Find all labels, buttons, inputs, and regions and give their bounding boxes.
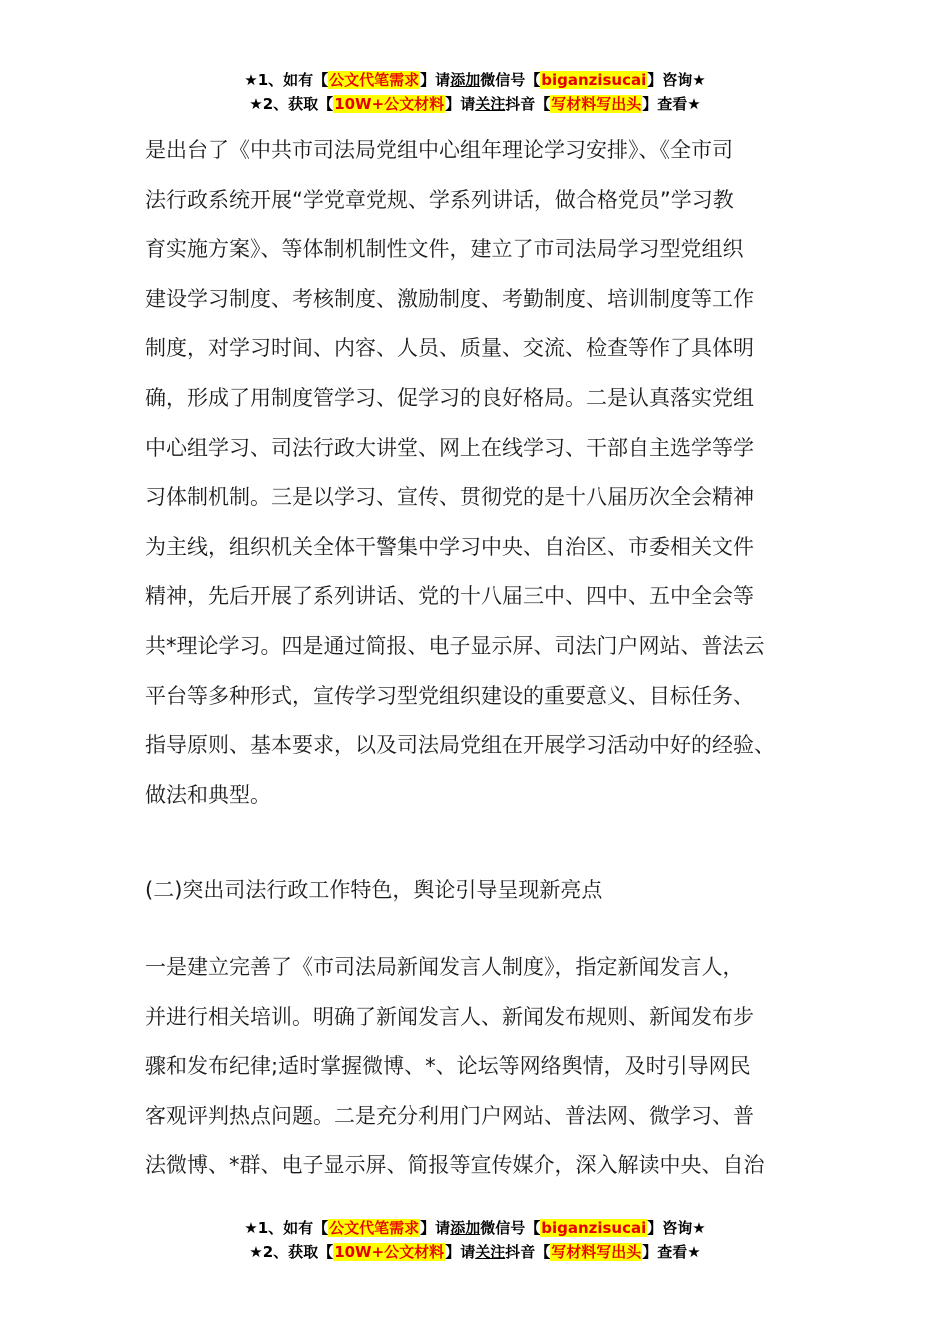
promo-text: 微信号【 — [480, 1219, 541, 1237]
text-line: 一是建立完善了《市司法局新闻发言人制度》，指定新闻发言人， — [145, 955, 744, 979]
text-line: 精神，先后开展了系列讲话、党的十八届三中、四中、五中全会等 — [145, 584, 754, 609]
promo-text: 】请 — [445, 95, 476, 113]
promo-highlight: biganzisucai — [541, 71, 647, 89]
text-line: 法行政系统开展“学党章党规、学系列讲话，做合格党员”学习教 — [145, 187, 734, 212]
body-paragraph-1 — [145, 126, 825, 820]
promo-underline: 添加 — [450, 1219, 481, 1237]
text-line: 建设学习制度、考核制度、激励制度、考勤制度、培训制度等工作 — [145, 286, 754, 311]
promo-underline: 添加 — [450, 71, 481, 89]
promo-text: 】咨询★ — [647, 71, 706, 89]
text-line: 制度，对学习时间、内容、人员、质量、交流、检查等作了具体明 — [145, 336, 754, 361]
promo-text: ★2、获取【 — [249, 1243, 334, 1261]
promo-text: 抖音【 — [505, 1243, 551, 1261]
promo-line-1 — [0, 1216, 950, 1240]
text-line: 骤和发布纪律;适时掌握微博、*、论坛等网络舆情，及时引导网民 — [145, 1054, 751, 1079]
promo-highlight: 10W+公文材料 — [334, 1243, 445, 1261]
promo-underline: 关注 — [475, 1243, 506, 1261]
body-paragraph-2 — [145, 943, 825, 1191]
promo-text: 抖音【 — [505, 95, 551, 113]
promo-line-2 — [0, 1240, 950, 1264]
text-line: 中心组学习、司法行政大讲堂、网上在线学习、干部自主选学等学 — [145, 435, 754, 460]
promo-text: ★2、获取【 — [249, 95, 334, 113]
promo-text: 微信号【 — [480, 71, 541, 89]
promo-highlight: 公文代笔需求 — [329, 71, 420, 89]
text-line: 平台等多种形式，宣传学习型党组织建设的重要意义、目标任务、 — [145, 683, 754, 708]
promo-line-2 — [0, 92, 950, 116]
promo-underline: 关注 — [475, 95, 506, 113]
text-line: 共*理论学习。四是通过简报、电子显示屏、司法门户网站、普法云 — [145, 633, 765, 658]
section-heading: (二)突出司法行政工作特色，舆论引导呈现新亮点 — [145, 878, 603, 902]
promo-text: ★1、如有【 — [244, 1219, 329, 1237]
promo-highlight: 写材料写出头 — [551, 95, 642, 113]
promo-banner-bottom — [0, 1216, 950, 1264]
promo-text: 】查看★ — [642, 95, 701, 113]
text-line: 习体制机制。三是以学习、宣传、贯彻党的是十八届历次全会精神 — [145, 485, 754, 510]
text-line: 客观评判热点问题。二是充分利用门户网站、普法网、微学习、普 — [145, 1103, 754, 1128]
text-line: 确，形成了用制度管学习、促学习的良好格局。二是认真落实党组 — [145, 385, 754, 410]
text-line: 做法和典型。 — [145, 782, 271, 807]
promo-highlight: 写材料写出头 — [551, 1243, 642, 1261]
promo-text: ★1、如有【 — [244, 71, 329, 89]
text-line: 并进行相关培训。明确了新闻发言人、新闻发布规则、新闻发布步 — [145, 1004, 754, 1029]
promo-highlight: 公文代笔需求 — [329, 1219, 420, 1237]
text-line: 是出台了《中共市司法局党组中心组年理论学习安排》、《全市司 — [145, 138, 733, 162]
promo-text: 】请 — [445, 1243, 476, 1261]
promo-highlight: biganzisucai — [541, 1219, 647, 1237]
text-line: 育实施方案》、等体制机制性文件，建立了市司法局学习型党组织 — [145, 237, 744, 262]
promo-text: 】咨询★ — [647, 1219, 706, 1237]
promo-banner-top — [0, 68, 950, 116]
promo-text: 】请 — [420, 1219, 451, 1237]
promo-line-1 — [0, 68, 950, 92]
text-line: 为主线，组织机关全体干警集中学习中央、自治区、市委相关文件 — [145, 534, 754, 559]
promo-text: 】查看★ — [642, 1243, 701, 1261]
promo-highlight: 10W+公文材料 — [334, 95, 445, 113]
text-line: 指导原则、基本要求，以及司法局党组在开展学习活动中好的经验、 — [145, 733, 775, 758]
promo-text: 】请 — [420, 71, 451, 89]
text-line: 法微博、*群、电子显示屏、简报等宣传媒介，深入解读中央、自治 — [145, 1153, 765, 1178]
